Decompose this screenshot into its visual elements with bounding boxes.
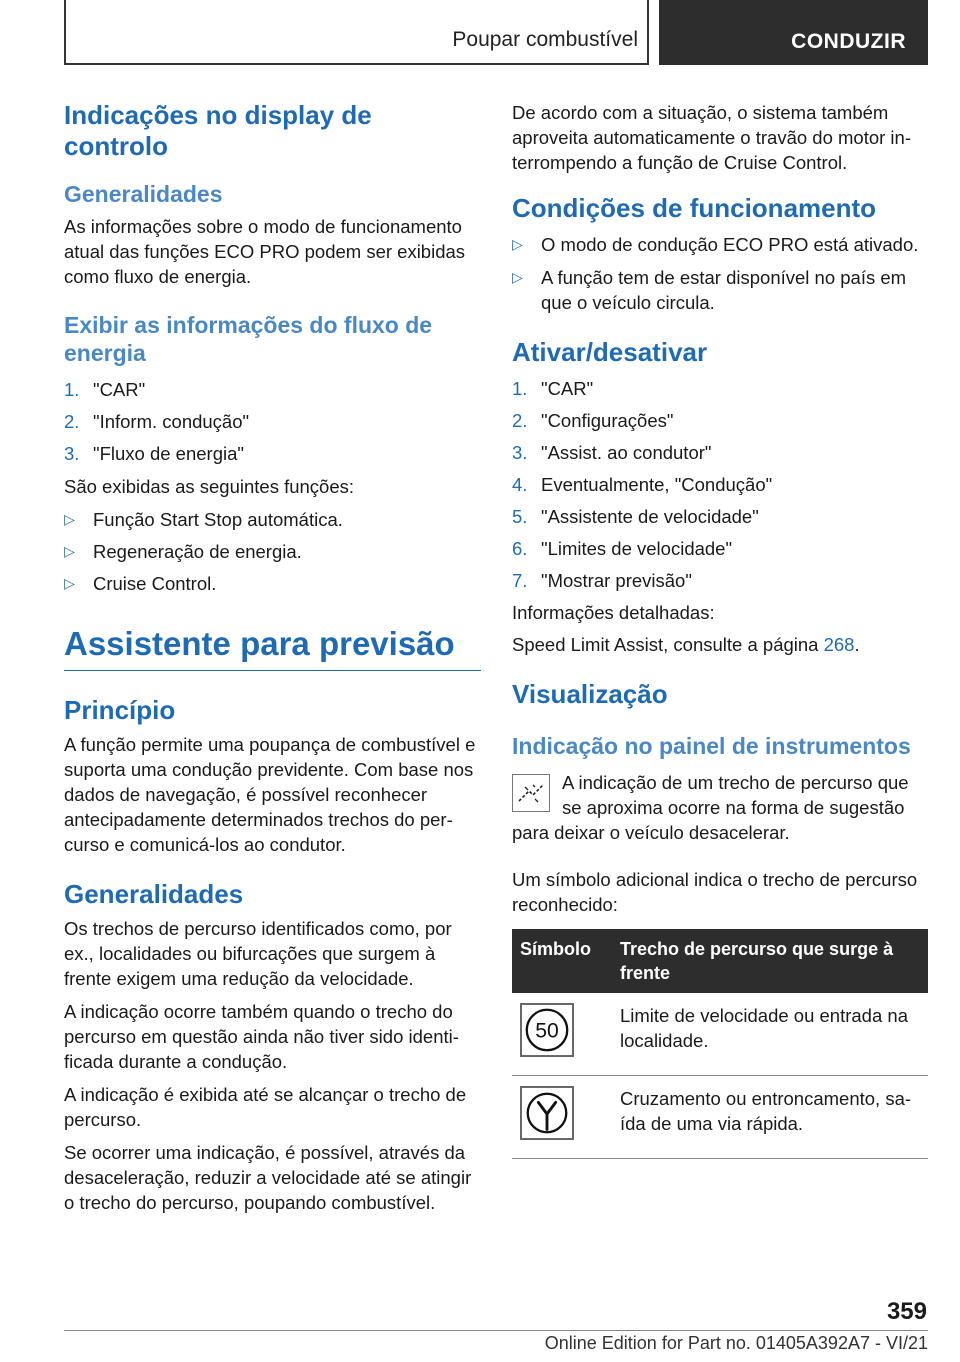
table-header-row (512, 929, 928, 993)
step-text: "Fluxo de energia" (93, 443, 244, 464)
table-row (512, 1076, 928, 1159)
heading-principle: Princípio (64, 695, 176, 725)
coasting-hint-icon (512, 774, 550, 812)
table-header-symbol: Símbolo (512, 929, 612, 993)
list-item (64, 409, 481, 434)
speed-limit-50-icon (520, 1003, 574, 1057)
list-item (512, 472, 928, 497)
step-text: Eventualmente, "Condução" (541, 474, 773, 495)
paragraph-general: As informações sobre o modo de funcionamento atual das funções ECO PRO podem ser exibidas como fluxo de energia. (64, 216, 466, 287)
list-item (512, 408, 928, 433)
bullet-triangle-icon: ▷ (512, 269, 523, 285)
list-item (64, 441, 481, 466)
bullet-triangle-icon: ▷ (64, 511, 75, 527)
header-rule-left (64, 0, 66, 64)
paragraph-speed-limit (512, 632, 928, 657)
step-text: "Assistente de velocidade" (541, 506, 759, 527)
instrument-paragraph (512, 770, 928, 845)
heading-instrument-panel: Indicação no painel de instrumentos (512, 733, 911, 759)
paragraph-general-2a: Os trechos de percurso identificados como, por ex., localidades ou bifurcações que surgem à frente exigem uma redução da velocidade. (64, 918, 452, 989)
list-item (512, 265, 928, 315)
header-chapter-label: CONDUZIR (791, 30, 906, 53)
list-item (512, 504, 928, 529)
paragraph-general-2d: Se ocorrer uma indicação, é possível, através da desaceleração, reduzir a velocidade até se atingir o trecho do percurso, poupando combustível. (64, 1142, 472, 1213)
paragraph-details: Informações detalhadas: (512, 602, 715, 623)
step-text: "CAR" (541, 378, 594, 399)
heading-general-2: Generalidades (64, 879, 244, 909)
speed-limit-period: . (854, 634, 860, 655)
step-number: 7. (512, 570, 528, 591)
bullet-triangle-icon: ▷ (64, 543, 75, 559)
step-number: 5. (512, 506, 528, 527)
paragraph-general-2c: A indicação é exibida até se alcançar o trecho de percurso. (64, 1084, 467, 1130)
paragraph-instrument: A indicação de um trecho de percurso que se aproxima ocorre na forma de sugestão para deixar o veículo desacelerar. (512, 772, 909, 843)
heading-view: Visualização (512, 679, 668, 709)
page-link-268[interactable]: 268 (823, 634, 855, 655)
list-item (512, 568, 928, 593)
footer-rule (64, 1330, 928, 1331)
heading-conditions: Condições de funcionamento (512, 193, 877, 223)
step-number: 6. (512, 538, 528, 559)
paragraph-symbol: Um símbolo adicional indica o trecho de percurso reconhecido: (512, 869, 918, 915)
speed-limit-text: Speed Limit Assist, consulte a página (512, 634, 824, 655)
bullet-text: Função Start Stop automática. (93, 509, 343, 530)
step-text: "Inform. condução" (93, 411, 250, 432)
page-number: 359 (886, 1298, 927, 1325)
table-cell-symbol (512, 1076, 612, 1159)
heading-display-indications: Indicações no display de controlo (64, 100, 372, 161)
heading-energy-flow: Exibir as informações do fluxo de energia (64, 312, 433, 366)
symbol-table (512, 929, 928, 1159)
paragraph-intro: De acordo com a situação, o sistema também aproveita automaticamente o travão do motor interrompendo a função de Cruise Control. (512, 102, 911, 173)
bullet-triangle-icon: ▷ (64, 575, 75, 591)
header-rule-right (647, 0, 649, 64)
step-text: "Configurações" (541, 410, 674, 431)
step-text: "CAR" (93, 379, 146, 400)
list-item (64, 571, 481, 596)
list-item (512, 376, 928, 401)
junction-icon (520, 1086, 574, 1140)
step-number: 1. (512, 378, 528, 399)
step-number: 1. (64, 379, 80, 400)
heading-general: Generalidades (64, 181, 223, 207)
list-item (512, 232, 928, 257)
step-text: "Limites de velocidade" (541, 538, 733, 559)
energy-flow-steps (64, 377, 481, 466)
heading-activate: Ativar/desativar (512, 337, 708, 367)
step-number: 4. (512, 474, 528, 495)
paragraph-shown-functions: São exibidas as seguintes funções: (64, 476, 355, 497)
bullet-text: Regeneração de energia. (93, 541, 302, 562)
step-number: 3. (512, 442, 528, 463)
heading-forecast-assistant: Assistente para previsão (64, 624, 481, 671)
table-cell-description: Limite de velocidade ou entrada na localidade. (612, 993, 928, 1076)
left-column (64, 100, 481, 1215)
table-cell-symbol (512, 993, 612, 1076)
functions-list (64, 507, 481, 596)
bullet-text: O modo de condução ECO PRO está ativado. (541, 234, 919, 255)
speed-limit-value: 50 (535, 1019, 559, 1043)
conditions-list (512, 232, 928, 315)
list-item (64, 507, 481, 532)
step-text: "Mostrar previsão" (541, 570, 692, 591)
paragraph-general-2b: A indicação ocorre também quando o trecho do percurso em questão ainda não tiver sido identificada durante a condução. (64, 1001, 459, 1072)
list-item (512, 536, 928, 561)
bullet-text: A função tem de estar disponível no país em que o veículo circula. (541, 267, 907, 313)
footer-edition: Online Edition for Part no. 01405A392A7 - VI/21 (544, 1333, 928, 1353)
step-text: "Assist. ao condutor" (541, 442, 712, 463)
table-header-route-section: Trecho de percurso que surge à frente (612, 929, 928, 993)
step-number: 2. (64, 411, 80, 432)
activate-steps (512, 376, 928, 593)
table-cell-description: Cruzamento ou entroncamento, saída de uma via rápida. (612, 1076, 928, 1159)
list-item (64, 377, 481, 402)
header-rule-bottom (64, 63, 649, 65)
header-section-title: Poupar combustível (452, 28, 638, 51)
bullet-triangle-icon: ▷ (512, 236, 523, 252)
right-column (512, 100, 928, 1159)
header-chapter-tab[interactable] (659, 0, 928, 65)
paragraph-principle: A função permite uma poupança de combustível e suporta uma condução previdente. Com base nos dados de navegação, é possível reconhecer antecipadamente determinados trechos do percurso e comunicá-los ao condutor. (64, 734, 476, 855)
list-item (64, 539, 481, 564)
bullet-text: Cruise Control. (93, 573, 217, 594)
list-item (512, 440, 928, 465)
table-row (512, 993, 928, 1076)
step-number: 3. (64, 443, 80, 464)
step-number: 2. (512, 410, 528, 431)
